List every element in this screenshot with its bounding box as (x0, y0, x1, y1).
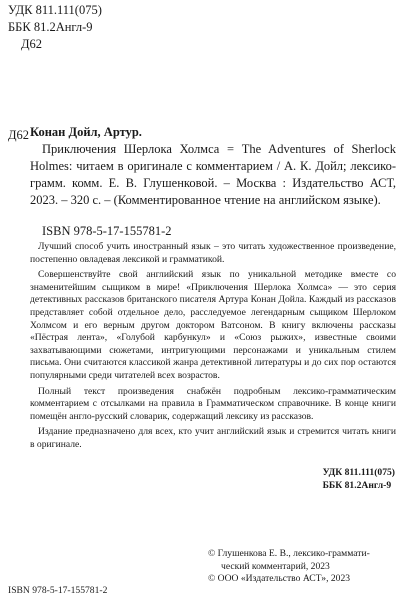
udk-code: УДК 811.111(075) (8, 3, 102, 17)
isbn-bottom: ISBN 978-5-17-155781-2 (8, 585, 108, 596)
classification-codes (8, 2, 102, 53)
author-mark: Д62 (21, 37, 43, 51)
annotation-paragraph: Совершенствуйте свой английский язык по уникальной методике вместе со знаменитейшим сыщиком в мире! «Приключения Шерлока Холмса» — это серия детективных рассказов британского писателя Артура Конан Дойла. Каждый из рассказов представляет собой отдельное дело, расследуемое легендарным сыщиком Шерлоком Холмсом и его верным другом доктором Ватсоном. В книгу включены рассказы «Пёстрая лента», «Голубой карбункул» и «Союз рыжих», известные своими захватывающими сюжетами, интригующими персонажами и уникальным стилем письма. Они считаются классикой жанра детективной литературы и до сих пор остаются популярными среди читателей всех возрастов. (30, 269, 396, 381)
catalog-isbn: ISBN 978-5-17-155781-2 (42, 224, 172, 238)
annotation-paragraph: Полный текст произведения снабжён подробным лексико-грамматическим комментарием с отсылками на правила в Грамматическом справочнике. В конце книги помещён англо-русский словарик, содержащий лексику из рассказов. (30, 385, 396, 422)
annotation (30, 241, 396, 455)
copyright-line: © ООО «Издательство АСТ», 2023 (208, 573, 351, 585)
annotation-paragraph: Издание предназначено для всех, кто учит английский язык и стремится читать книги в оригинале. (30, 426, 396, 450)
right-bbk-code: ББК 81.2Англ-9 (322, 479, 392, 491)
catalog-author: Конан Дойл, Артур. (30, 125, 142, 139)
copyright-line: © Глушенкова Е. В., лексико-граммати- (208, 548, 370, 559)
catalog-description: Приключения Шерлока Холмса = The Adventures of Sherlock Holmes: читаем в оригинале с комментарием / А. К. Дойл; лексико-грамм. комм. Е. В. Глушенковой. – Москва : Издательство АСТ, 2023. – 320 с. – (Комментированное чтение на английском языке). (30, 142, 396, 207)
catalog-author-mark: Д62 (8, 128, 30, 142)
right-udk-code: УДК 811.111(075) (322, 467, 395, 478)
annotation-paragraph: Лучший способ учить иностранный язык – это читать художественное произведение, постепенно овладевая лексикой и грамматикой. (30, 241, 396, 265)
copyright-line: ческий комментарий, 2023 (221, 560, 330, 572)
right-classification-codes (323, 467, 395, 492)
copyright-block (208, 548, 398, 586)
bbk-code: ББК 81.2Англ-9 (8, 20, 93, 34)
catalog-entry (30, 124, 396, 209)
